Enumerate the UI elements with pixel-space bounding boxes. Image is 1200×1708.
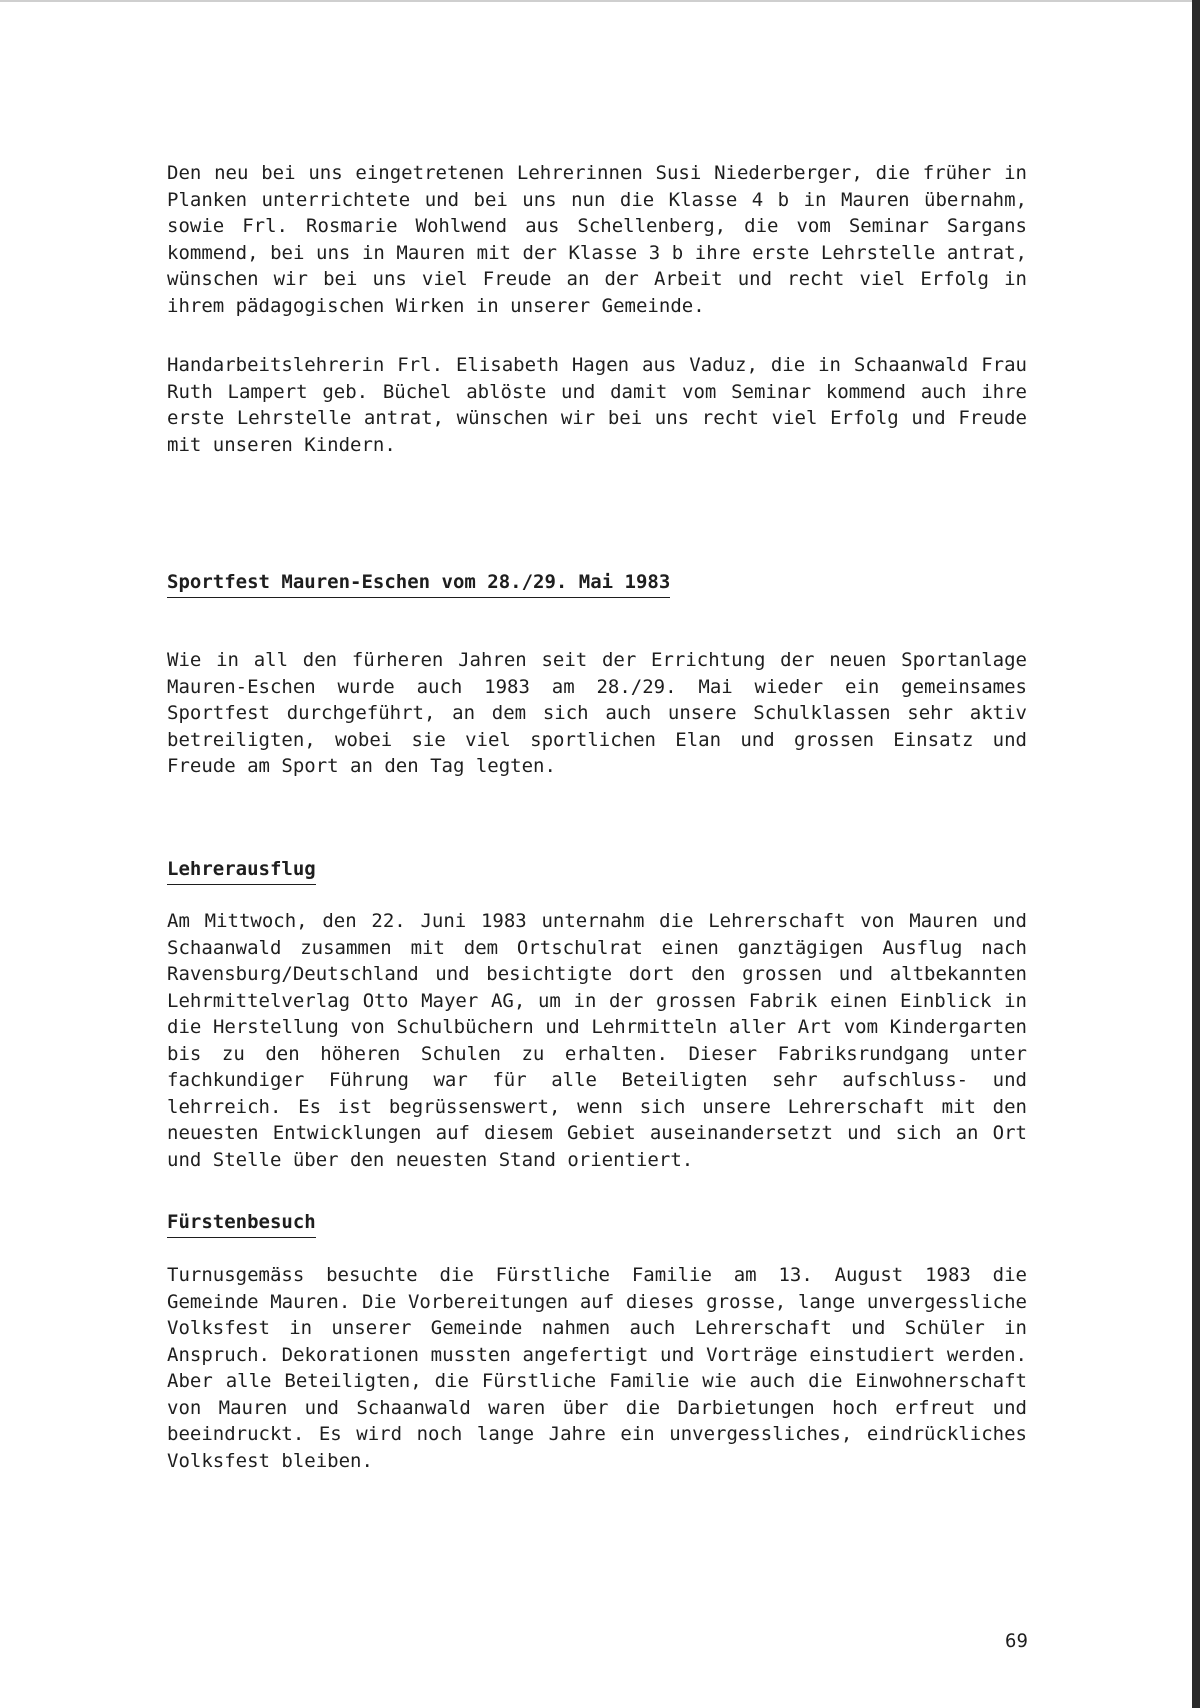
section-lehrerausflug xyxy=(167,856,1027,885)
section-fuerstenbesuch-body xyxy=(167,1262,1027,1474)
section-sportfest-body xyxy=(167,647,1027,780)
section-text-lehrerausflug: Am Mittwoch, den 22. Juni 1983 unternahm die Lehrerschaft von Mauren und Schaanwald zusammen mit dem Ortschulrat einen ganztägigen Ausflug nach Ravensburg/Deutschland und besichtigte dort den grossen und altbekannten Lehrmittelverlag Otto Mayer AG, um in der grossen Fabrik einen Einblick in die Herstellung von Schulbüchern und Lehrmitteln aller Art vom Kindergarten bis zu den höheren Schulen zu erhalten. Dieser Fabriksrundgang unter fachkundiger Führung war für alle Beteiligten sehr aufschluss- und lehrreich. Es ist begrüssenswert, wenn sich unsere Lehrerschaft mit den neuesten Entwicklungen auf diesem Gebiet auseinandersetzt und sich an Ort und Stelle über den neuesten Stand orientiert. xyxy=(167,910,1027,1171)
section-heading-fuerstenbesuch: Fürstenbesuch xyxy=(167,1209,316,1238)
section-text-fuerstenbesuch: Turnusgemäss besuchte die Fürstliche Familie am 13. August 1983 die Gemeinde Mauren. Die Vorbereitungen auf dieses grosse, lange unvergessliche Volksfest in unserer Gemeinde nahmen auch Lehrerschaft und Schüler in Anspruch. Dekorationen mussten angefertigt und Vorträge einstudiert werden. Aber alle Beteiligten, die Fürstliche Familie wie auch die Einwohnerschaft von Mauren und Schaanwald waren über die Darbietungen hoch erfreut und beeindruckt. Es wird noch lange Jahre ein unvergessliches, eindrückliches Volksfest bleiben. xyxy=(167,1264,1027,1472)
page-top-edge xyxy=(0,0,1200,2)
section-heading-lehrerausflug: Lehrerausflug xyxy=(167,856,316,885)
paragraph-handcraft-teacher xyxy=(167,352,1027,458)
paragraph-new-teachers xyxy=(167,160,1027,319)
section-text-sportfest: Wie in all den fürheren Jahren seit der Errichtung der neuen Sportanlage Mauren-Eschen wurde auch 1983 am 28./29. Mai wieder ein gemeinsames Sportfest durchgeführt, an dem sich auch unsere Schulklassen sehr aktiv betreiligten, wobei sie viel sportlichen Elan und grossen Einsatz und Freude am Sport an den Tag legten. xyxy=(167,649,1027,777)
section-sportfest xyxy=(167,569,1027,598)
paragraph-text: Handarbeitslehrerin Frl. Elisabeth Hagen aus Vaduz, die in Schaanwald Frau Ruth Lampert geb. Büchel ablöste und damit vom Seminar kommend auch ihre erste Lehrstelle antrat, wünschen wir bei uns recht viel Erfolg und Freude mit unseren Kindern. xyxy=(167,354,1027,456)
section-lehrerausflug-body xyxy=(167,908,1027,1173)
section-fuerstenbesuch xyxy=(167,1209,1027,1238)
section-heading-sportfest: Sportfest Mauren-Eschen vom 28./29. Mai 1983 xyxy=(167,569,670,598)
page-right-edge xyxy=(1192,0,1200,1708)
page-number: 69 xyxy=(1005,1630,1028,1652)
paragraph-text: Den neu bei uns eingetretenen Lehrerinnen Susi Niederberger, die früher in Planken unterrichtete und bei uns nun die Klasse 4 b in Mauren übernahm, sowie Frl. Rosmarie Wohlwend aus Schellenberg, die vom Seminar Sargans kommend, bei uns in Mauren mit der Klasse 3 b ihre erste Lehrstelle antrat, wünschen wir bei uns viel Freude an der Arbeit und recht viel Erfolg in ihrem pädagogischen Wirken in unserer Gemeinde. xyxy=(167,162,1027,317)
